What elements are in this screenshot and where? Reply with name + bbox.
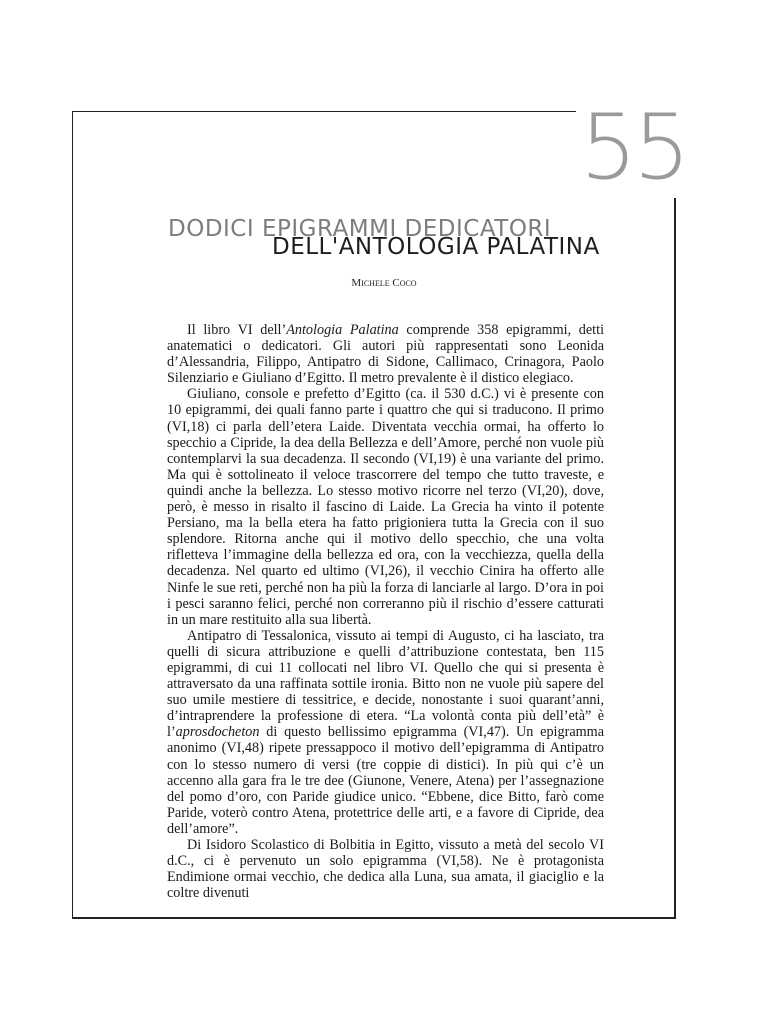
text-run: comprende 358 epigrammi, detti anatematici o dedicatori. Gli autori più rappresentati sono Leonida d’Alessandria, Filippo, Antipatro di Sidone, Callimaco, Crinagora, Paolo Silenziario e Giuliano d’Egitto. Il metro prevalente è il distico elegiaco. [167,322,605,387]
paragraph-3 [167,628,604,837]
text-run: Antipatro di Tessalonica, vissuto ai tempi di Augusto, ci ha lasciato, tra quelli di sicura attribuzione e quelli d’attribuzione contestata, ben 115 epigrammi, di cui 11 collocati nel libro VI. Quello che qui si presenta è attraversato da una raffinata sottile ironia. Bitto non ne vuole più sapere del suo umile mestiere di tessitrice, e decide, nonostante i suoi quarant’anni, d’intraprendere la professione di etera. “La volontà conta più dell’età” è l’ [167,627,604,741]
author-name: Michele Coco [351,277,417,289]
italic-title: Antologia Palatina [286,322,399,338]
text-run: Il libro VI dell’ [187,322,287,338]
article-title-line-1: DODICI EPIGRAMMI DEDICATORI [168,216,552,242]
paragraph-4: Di Isidoro Scolastico di Bolbitia in Egitto, vissuto a metà del secolo VI d.C., ci è pervenuto un solo epigramma (VI,58). Ne è protagonista Endimione ormai vecchio, che dedica alla Luna, sua amata, il giaciglio e la coltre divenuti [167,837,604,902]
italic-term: aprosdocheton [175,724,260,741]
text-run: di questo bellissimo epigramma (VI,47). Un epigramma anonimo (VI,48) ripete pressappoco il motivo dell’epigramma di Antipatro con lo stesso numero di versi (tre coppie di distici). In più qui c’è un accenno alla gara fra le tre dee (Giunone, Venere, Atena) per l’assegnazione del pomo d’oro, con Paride giudice unico. “Ebbene, dice Bitto, farò come Paride, voterò contro Atena, protettrice delle arti, e a favore di Cipride, dea dell’amore”. [167,724,604,837]
paragraph-2: Giuliano, console e prefetto d’Egitto (ca. il 530 d.C.) vi è presente con 10 epigrammi, dei quali fanno parte i quattro che qui si traducono. Il primo (VI,18) ci parla dell’etera Laide. Diventata vecchia ormai, ha offerto lo specchio a Cipride, la dea della Bellezza e dell’Amore, perché non vuole più contemplarvi la sua decadenza. Il secondo (VI,19) è una variante del primo. Ma qui è sottolineato il veloce trascorrere del tempo che tutto traveste, e quindi anche la bellezza. Lo stesso motivo ricorre nel terzo (VI,20), dove, però, è messo in risalto il fascino di Laide. La Grecia ha vinto il potente Persiano, ma la bella etera ha fatto prigioniera tutta la Grecia con il suo splendore. Ritorna anche qui il motivo dello specchio, che una volta rifletteva l’immagine della bellezza ed ora, con la vecchiezza, quella della decadenza. Nel quarto ed ultimo (VI,26), il vecchio Cinira ha offerto alle Ninfe le sue reti, perché non ha più la forza di lanciarle al largo. D’ora in poi i pesci saranno felici, perché non correranno più il rischio d’essere catturati in un mare restituito alla sua libertà. [167,386,604,628]
article-body [167,322,604,901]
paragraph-1 [167,322,604,386]
page-number: 55 [576,98,700,198]
article-title-line-2: DELL'ANTOLOGIA PALATINA [272,234,600,260]
